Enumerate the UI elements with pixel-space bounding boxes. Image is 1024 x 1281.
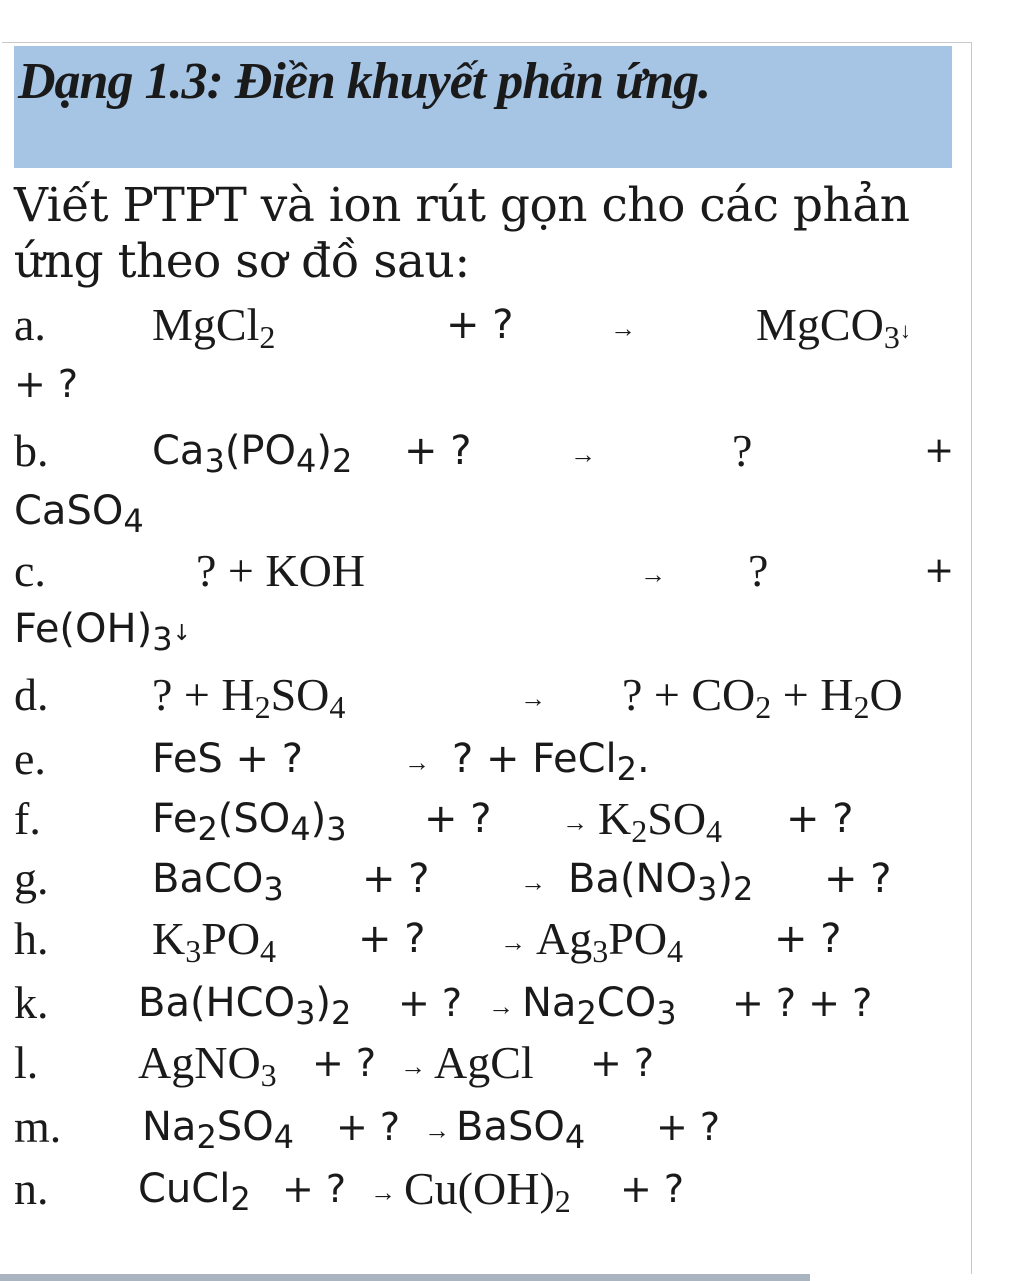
- plus-unknown: + ?: [446, 302, 514, 348]
- reactant: MgCl$_2$: [152, 299, 276, 355]
- reaction-arrow: →: [562, 808, 588, 837]
- reaction-arrow: →: [424, 1116, 450, 1145]
- reaction-arrow: →: [520, 868, 546, 897]
- reaction-letter: g.: [14, 853, 49, 904]
- reaction-arrow: →: [404, 748, 430, 777]
- reaction-a: [0, 298, 1000, 362]
- reaction-arrow: →: [488, 992, 514, 1021]
- reactants: FeS + ?: [152, 736, 303, 782]
- plus-unknown: + ?: [282, 1167, 347, 1211]
- reaction-arrow: →: [370, 1178, 396, 1207]
- reaction-letter: n.: [14, 1163, 49, 1214]
- reaction-letter: f.: [14, 793, 41, 844]
- reactant: $K_3PO_4$: [152, 913, 277, 969]
- reactant: CuCl$_2$: [138, 1166, 251, 1218]
- reactant: AgNO$_3$: [138, 1037, 277, 1093]
- plus-unknown: + ?: [398, 981, 463, 1025]
- reaction-c: [0, 544, 1000, 608]
- reaction-letter: a.: [14, 299, 46, 350]
- plus-unknown: + ?: [362, 856, 430, 902]
- reaction-letter: m.: [14, 1101, 62, 1152]
- product: $Ag_3PO_4$: [536, 913, 684, 969]
- reaction-letter: c.: [14, 545, 46, 596]
- plus-sign: +: [924, 550, 955, 591]
- reaction-letter: k.: [14, 977, 49, 1028]
- bottom-edge-strip: [0, 1274, 810, 1281]
- reactant: $Ba(HCO_3)_2$: [138, 980, 352, 1032]
- intro-instruction: Viết PTPT và ion rút gọn cho các phản ứng theo sơ đồ sau:: [14, 178, 910, 289]
- section-title: Dạng 1.3: Điền khuyết phản ứng.: [18, 53, 711, 110]
- reaction-b-continuation: CaSO$_4$: [14, 488, 144, 540]
- reactants: ? + KOH: [196, 545, 366, 596]
- plus-unknown: + ?: [424, 796, 492, 842]
- reaction-arrow: →: [500, 928, 526, 957]
- product: MgCO$_3$↓: [756, 299, 911, 355]
- plus-unknown: + ?: [358, 916, 426, 962]
- reaction-arrow: →: [640, 560, 666, 589]
- reaction-arrow: →: [610, 314, 636, 343]
- plus-unknown-product: + ?: [774, 916, 842, 962]
- product: $Ba(NO_3)_2$: [568, 856, 754, 908]
- plus-unknown-product: + ?: [620, 1167, 685, 1211]
- plus-unknown-products: + ? + ?: [732, 981, 873, 1025]
- reaction-letter: l.: [14, 1037, 39, 1088]
- plus-unknown-product: + ?: [656, 1105, 721, 1149]
- plus-unknown: + ?: [336, 1105, 401, 1149]
- reactant: $Na_2SO_4$: [142, 1104, 295, 1156]
- products: ? + $CO_2 + H_2O$: [622, 669, 903, 725]
- reactants: ? + $H_2SO_4$: [152, 669, 346, 725]
- reactant: $Ca_3(PO_4)_2$: [152, 428, 353, 480]
- reaction-letter: h.: [14, 913, 49, 964]
- reaction-m: [0, 1100, 1000, 1164]
- products: ? + FeCl$_2$.: [452, 736, 650, 788]
- reaction-arrow: →: [520, 684, 546, 713]
- reaction-b: [0, 424, 1000, 488]
- reaction-h: [0, 912, 1000, 976]
- plus-unknown: + ?: [312, 1041, 377, 1085]
- reaction-d: [0, 668, 1000, 732]
- reaction-arrow: →: [570, 440, 596, 469]
- reaction-l: [0, 1036, 1000, 1100]
- plus-unknown: + ?: [404, 428, 472, 474]
- unknown-product: ?: [732, 425, 753, 476]
- reaction-e: [0, 732, 1000, 796]
- reaction-letter: d.: [14, 669, 49, 720]
- plus-unknown-product: + ?: [786, 796, 854, 842]
- reaction-c-continuation: $Fe(OH)_3↓$: [14, 606, 191, 658]
- reaction-n: [0, 1162, 1000, 1226]
- product: $Cu(OH)_2$: [404, 1163, 571, 1219]
- reaction-letter: b.: [14, 425, 49, 476]
- reaction-arrow: →: [400, 1052, 426, 1081]
- product: BaSO$_4$: [456, 1104, 586, 1156]
- product: $K_2SO_4$: [598, 793, 723, 849]
- plus-unknown-product: + ?: [590, 1041, 655, 1085]
- product: $Na_2CO_3$: [522, 980, 677, 1032]
- reaction-letter: e.: [14, 733, 46, 784]
- reaction-a-continuation: + ?: [14, 362, 79, 406]
- plus-sign: +: [924, 430, 955, 471]
- reaction-f: [0, 792, 1000, 856]
- product: AgCl: [434, 1037, 534, 1088]
- reactant: BaCO$_3$: [152, 856, 284, 908]
- plus-unknown-product: + ?: [824, 856, 892, 902]
- reaction-k: [0, 976, 1000, 1040]
- reaction-g: [0, 852, 1000, 916]
- reactant: $Fe_2(SO_4)_3$: [152, 796, 347, 848]
- unknown-product: ?: [748, 545, 769, 596]
